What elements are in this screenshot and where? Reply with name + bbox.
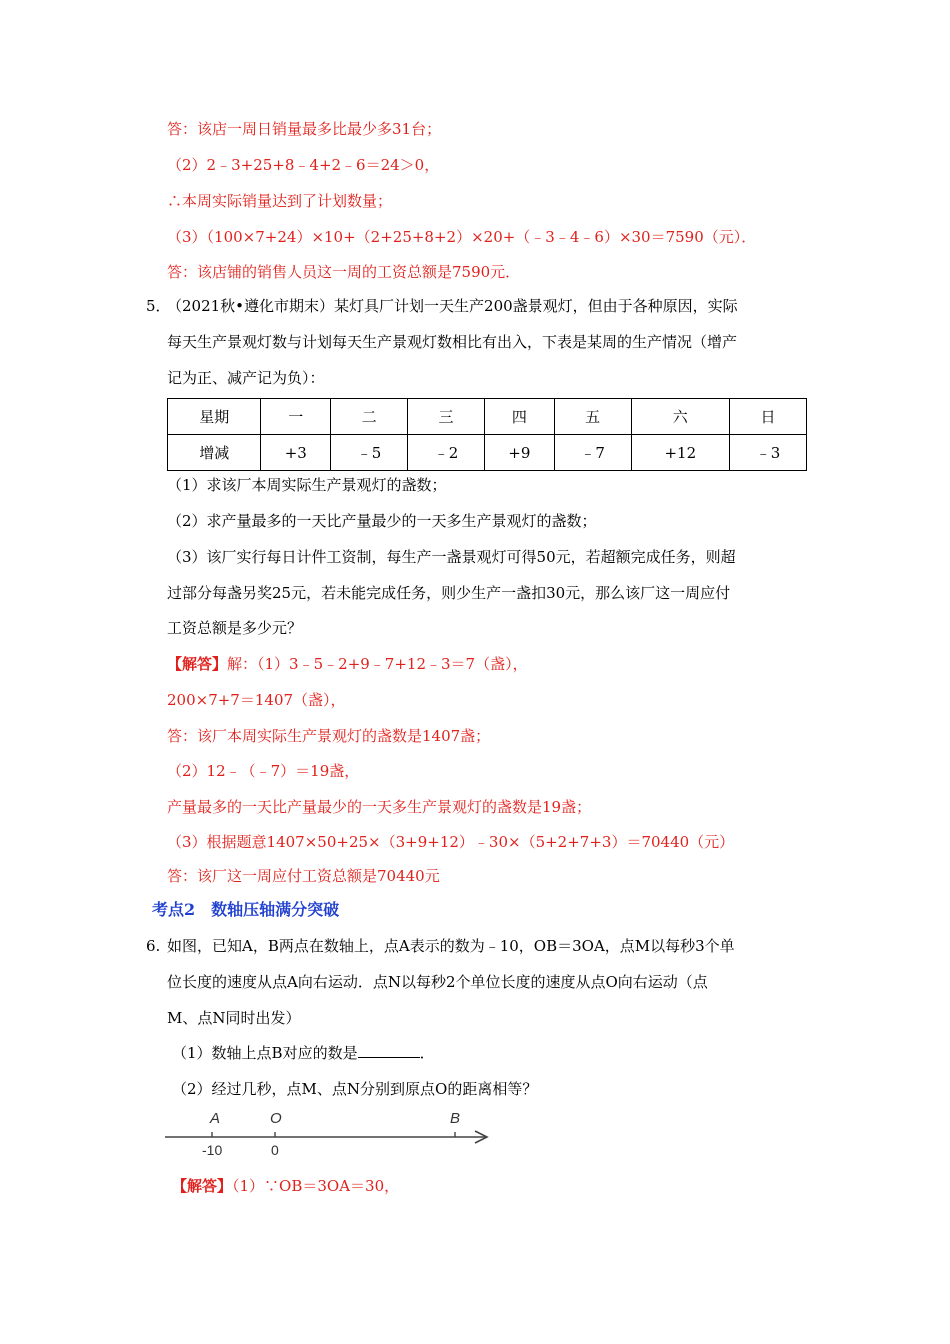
label-b: B [450,1110,461,1127]
section-heading: 考点2 数轴压轴满分突破 [152,900,340,919]
table-cell: 增减 [168,435,261,471]
table-cell: 二 [331,399,408,435]
answer-line: 答：该店铺的销售人员这一周的工资总额是7590元． [167,263,521,281]
table-cell: +9 [485,435,555,471]
solution-line: 产量最多的一天比产量最少的一天多生产景观灯的盏数是19盏； [167,798,592,816]
table-cell: 一 [261,399,331,435]
table-cell: +3 [261,435,331,471]
table-cell: ﹣7 [554,435,631,471]
solution-text: 解：（1）3﹣5﹣2+9﹣7+12﹣3＝7（盏）， [227,655,528,673]
production-table [167,398,807,471]
sub-question: （2）求产量最多的一天比产量最少的一天多生产景观灯的盏数； [167,512,597,530]
answer-line: （2）2﹣3+25+8﹣4+2﹣6＝24＞0， [167,156,440,174]
solution-line [167,654,528,674]
table-cell: 四 [485,399,555,435]
table-cell: ﹣3 [729,435,806,471]
table-cell: 六 [631,399,729,435]
number-line-figure [160,1106,500,1160]
sub-question-suffix: ． [419,1044,435,1062]
question-text: （2021秋•遵化市期末）某灯具厂计划一天生产200盏景观灯，但由于各种原因，实际 [167,297,738,315]
table-cell: 五 [554,399,631,435]
sub-question: 过部分每盏另奖25元，若未能完成任务，则少生产一盏扣30元，那么该厂这一周应付 [167,584,731,602]
table-header-row [168,399,807,435]
solution-line: 答：该厂本周实际生产景观灯的盏数是1407盏； [167,727,491,745]
number-a: -10 [202,1142,223,1158]
solution-label: 【解答】 [167,655,228,673]
answer-blank[interactable] [358,1043,420,1058]
table-cell: 日 [729,399,806,435]
table-row [168,435,807,471]
question-text: 每天生产景观灯数与计划每天生产景观灯数相比有出入，下表是某周的生产情况（增产 [167,333,738,351]
table-cell: ﹣5 [331,435,408,471]
question-text: 如图，已知A，B两点在数轴上，点A表示的数为﹣10，OB＝3OA，点M以每秒3个单 [167,937,735,955]
sub-question: （3）该厂实行每日计件工资制，每生产一盏景观灯可得50元，若超额完成任务，则超 [167,548,736,566]
question-text: 位长度的速度从点A向右运动．点N以每秒2个单位长度的速度从点O向右运动（点 [167,973,708,991]
sub-question [172,1043,435,1063]
label-o: O [270,1110,282,1127]
sub-question: 工资总额是多少元？ [167,619,303,637]
sub-question: （1）求该厂本周实际生产景观灯的盏数； [167,476,447,494]
answer-line: ∴本周实际销量达到了计划数量； [167,192,393,210]
sub-question: （2）经过几秒，点M、点N分别到原点O的距离相等？ [172,1080,538,1098]
solution-text: （1）∵OB＝3OA＝30， [232,1177,400,1195]
sub-question-text: （1）数轴上点B对应的数是 [172,1044,358,1062]
number-o: 0 [271,1142,279,1158]
table-cell: 星期 [168,399,261,435]
question-number: 5． [146,297,171,315]
label-a: A [210,1110,221,1127]
answer-line: （3）（100×7+24）×10+（2+25+8+2）×20+（﹣3﹣4﹣6）×30＝7590（元）． [167,228,757,246]
table-cell: +12 [631,435,729,471]
question-number: 6. [146,937,161,955]
solution-line: 200×7+7＝1407（盏）， [167,691,346,709]
solution-label: 【解答】 [172,1177,233,1195]
solution-line: 答：该厂这一周应付工资总额是70440元 [167,867,440,885]
solution-line [172,1176,399,1196]
question-text: M、点N同时出发） [167,1009,301,1027]
table-cell: 三 [408,399,485,435]
answer-line: 答：该店一周日销量最多比最少多31台； [167,120,442,138]
solution-line: （3）根据题意1407×50+25×（3+9+12）﹣30×（5+2+7+3）＝70440（元） [167,833,735,851]
table-cell: ﹣2 [408,435,485,471]
question-text: 记为正、减产记为负）： [167,369,325,387]
solution-line: （2）12﹣（﹣7）＝19盏， [167,762,360,780]
